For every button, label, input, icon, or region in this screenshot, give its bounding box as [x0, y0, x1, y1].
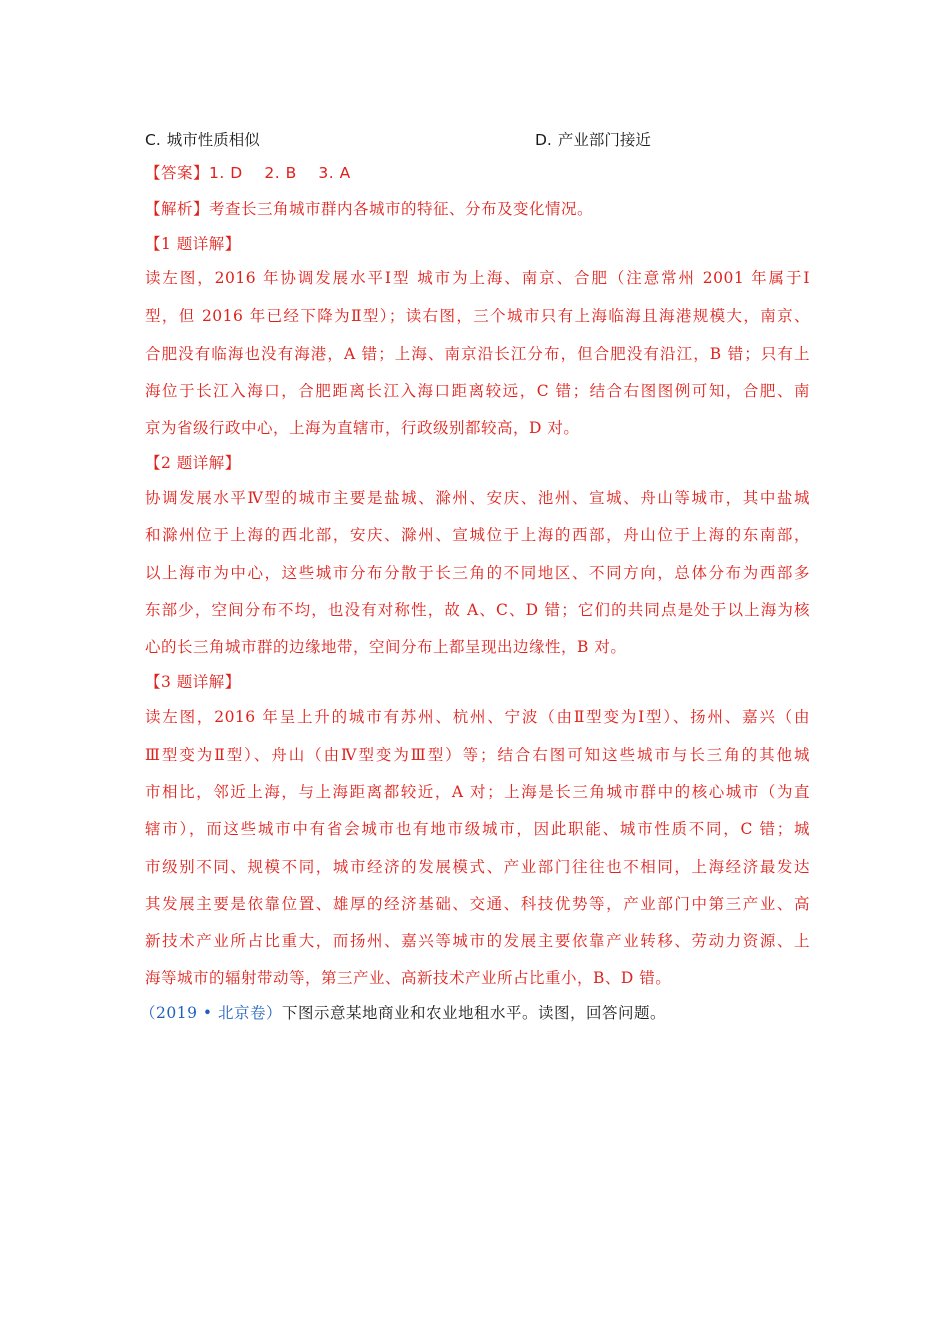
option-d: [535, 128, 651, 150]
q2-line: 东部少，空间分布不均，也没有对称性，故 A、C、D 错；它们的共同点是处于以上海为核: [145, 601, 810, 619]
analysis-text: 考查长三角城市群内各城市的特征、分布及变化情况。: [209, 200, 594, 218]
answer-label: 【答案】: [145, 164, 210, 182]
q1-line: 海位于长江入海口，合肥距离长江入海口距离较远，C 错；结合右图图例可知，合肥、南: [145, 382, 810, 400]
option-d-text: 产业部门接近: [557, 131, 651, 149]
q1-heading: 【1 题详解】: [145, 235, 241, 253]
next-question-line: [140, 1003, 805, 1023]
q2-line: 以上海市为中心，这些城市分布分散于长三角的不同地区、不同方向，总体分布为西部多: [145, 564, 810, 582]
q1-line: 型，但 2016 年已经下降为Ⅱ型）；读右图，三个城市只有上海临海且海港规模大，南京、: [145, 307, 810, 325]
q1-line: 读左图，2016 年协调发展水平Ⅰ型 城市为上海、南京、合肥（注意常州 2001 年属于Ⅰ: [145, 269, 810, 287]
option-d-letter: D.: [535, 131, 552, 149]
question-prompt: 下图示意某地商业和农业地租水平。读图，回答问题。: [281, 1004, 666, 1022]
q1-line: 合肥没有临海也没有海港，A 错；上海、南京沿长江分布，但合肥没有沿江，B 错；只有上: [145, 345, 810, 363]
q2-line: 和滁州位于上海的西北部，安庆、滁州、宣城位于上海的西部，舟山位于上海的东南部，: [145, 526, 810, 544]
option-c: [145, 128, 260, 150]
q1-line: 京为省级行政中心，上海为直辖市，行政级别都较高，D 对。: [145, 419, 580, 437]
q3-line: 市相比，邻近上海，与上海距离都较近，A 对；上海是长三角城市群中的核心城市（为直: [145, 783, 810, 801]
q3-line: 新技术产业所占比重大，而扬州、嘉兴等城市的发展主要依靠产业转移、劳动力资源、上: [145, 932, 810, 950]
q2-line: 协调发展水平Ⅳ型的城市主要是盐城、滁州、安庆、池州、宣城、舟山等城市，其中盐城: [145, 489, 810, 507]
analysis-line: [145, 199, 810, 219]
q3-line: 市级别不同、规模不同，城市经济的发展模式、产业部门往往也不相同，上海经济最发达: [145, 858, 810, 876]
option-c-letter: C.: [145, 131, 161, 149]
q3-line: 读左图，2016 年呈上升的城市有苏州、杭州、宁波（由Ⅱ型变为Ⅰ型）、扬州、嘉兴（由: [145, 708, 810, 726]
analysis-label: 【解析】: [145, 200, 210, 218]
q3-line: 辖市），而这些城市中有省会城市也有地市级城市，因此职能、城市性质不同，C 错；城: [145, 820, 810, 838]
q3-heading: 【3 题详解】: [145, 673, 241, 691]
q2-line: 心的长三角城市群的边缘地带，空间分布上都呈现出边缘性，B 对。: [145, 638, 627, 656]
option-c-text: 城市性质相似: [166, 131, 260, 149]
answer-value: 1. D 2. B 3. A: [209, 164, 351, 182]
q3-line: 其发展主要是依靠位置、雄厚的经济基础、交通、科技优势等，产业部门中第三产业、高: [145, 895, 810, 913]
answer-line: [145, 163, 810, 183]
question-source: （2019 • 北京卷）: [140, 1004, 282, 1022]
q3-line: 海等城市的辐射带动等，第三产业、高新技术产业所占比重小，B、D 错。: [145, 969, 672, 987]
q2-heading: 【2 题详解】: [145, 454, 241, 472]
q3-line: Ⅲ型变为Ⅱ型）、舟山（由Ⅳ型变为Ⅲ型）等；结合右图可知这些城市与长三角的其他城: [145, 746, 810, 764]
